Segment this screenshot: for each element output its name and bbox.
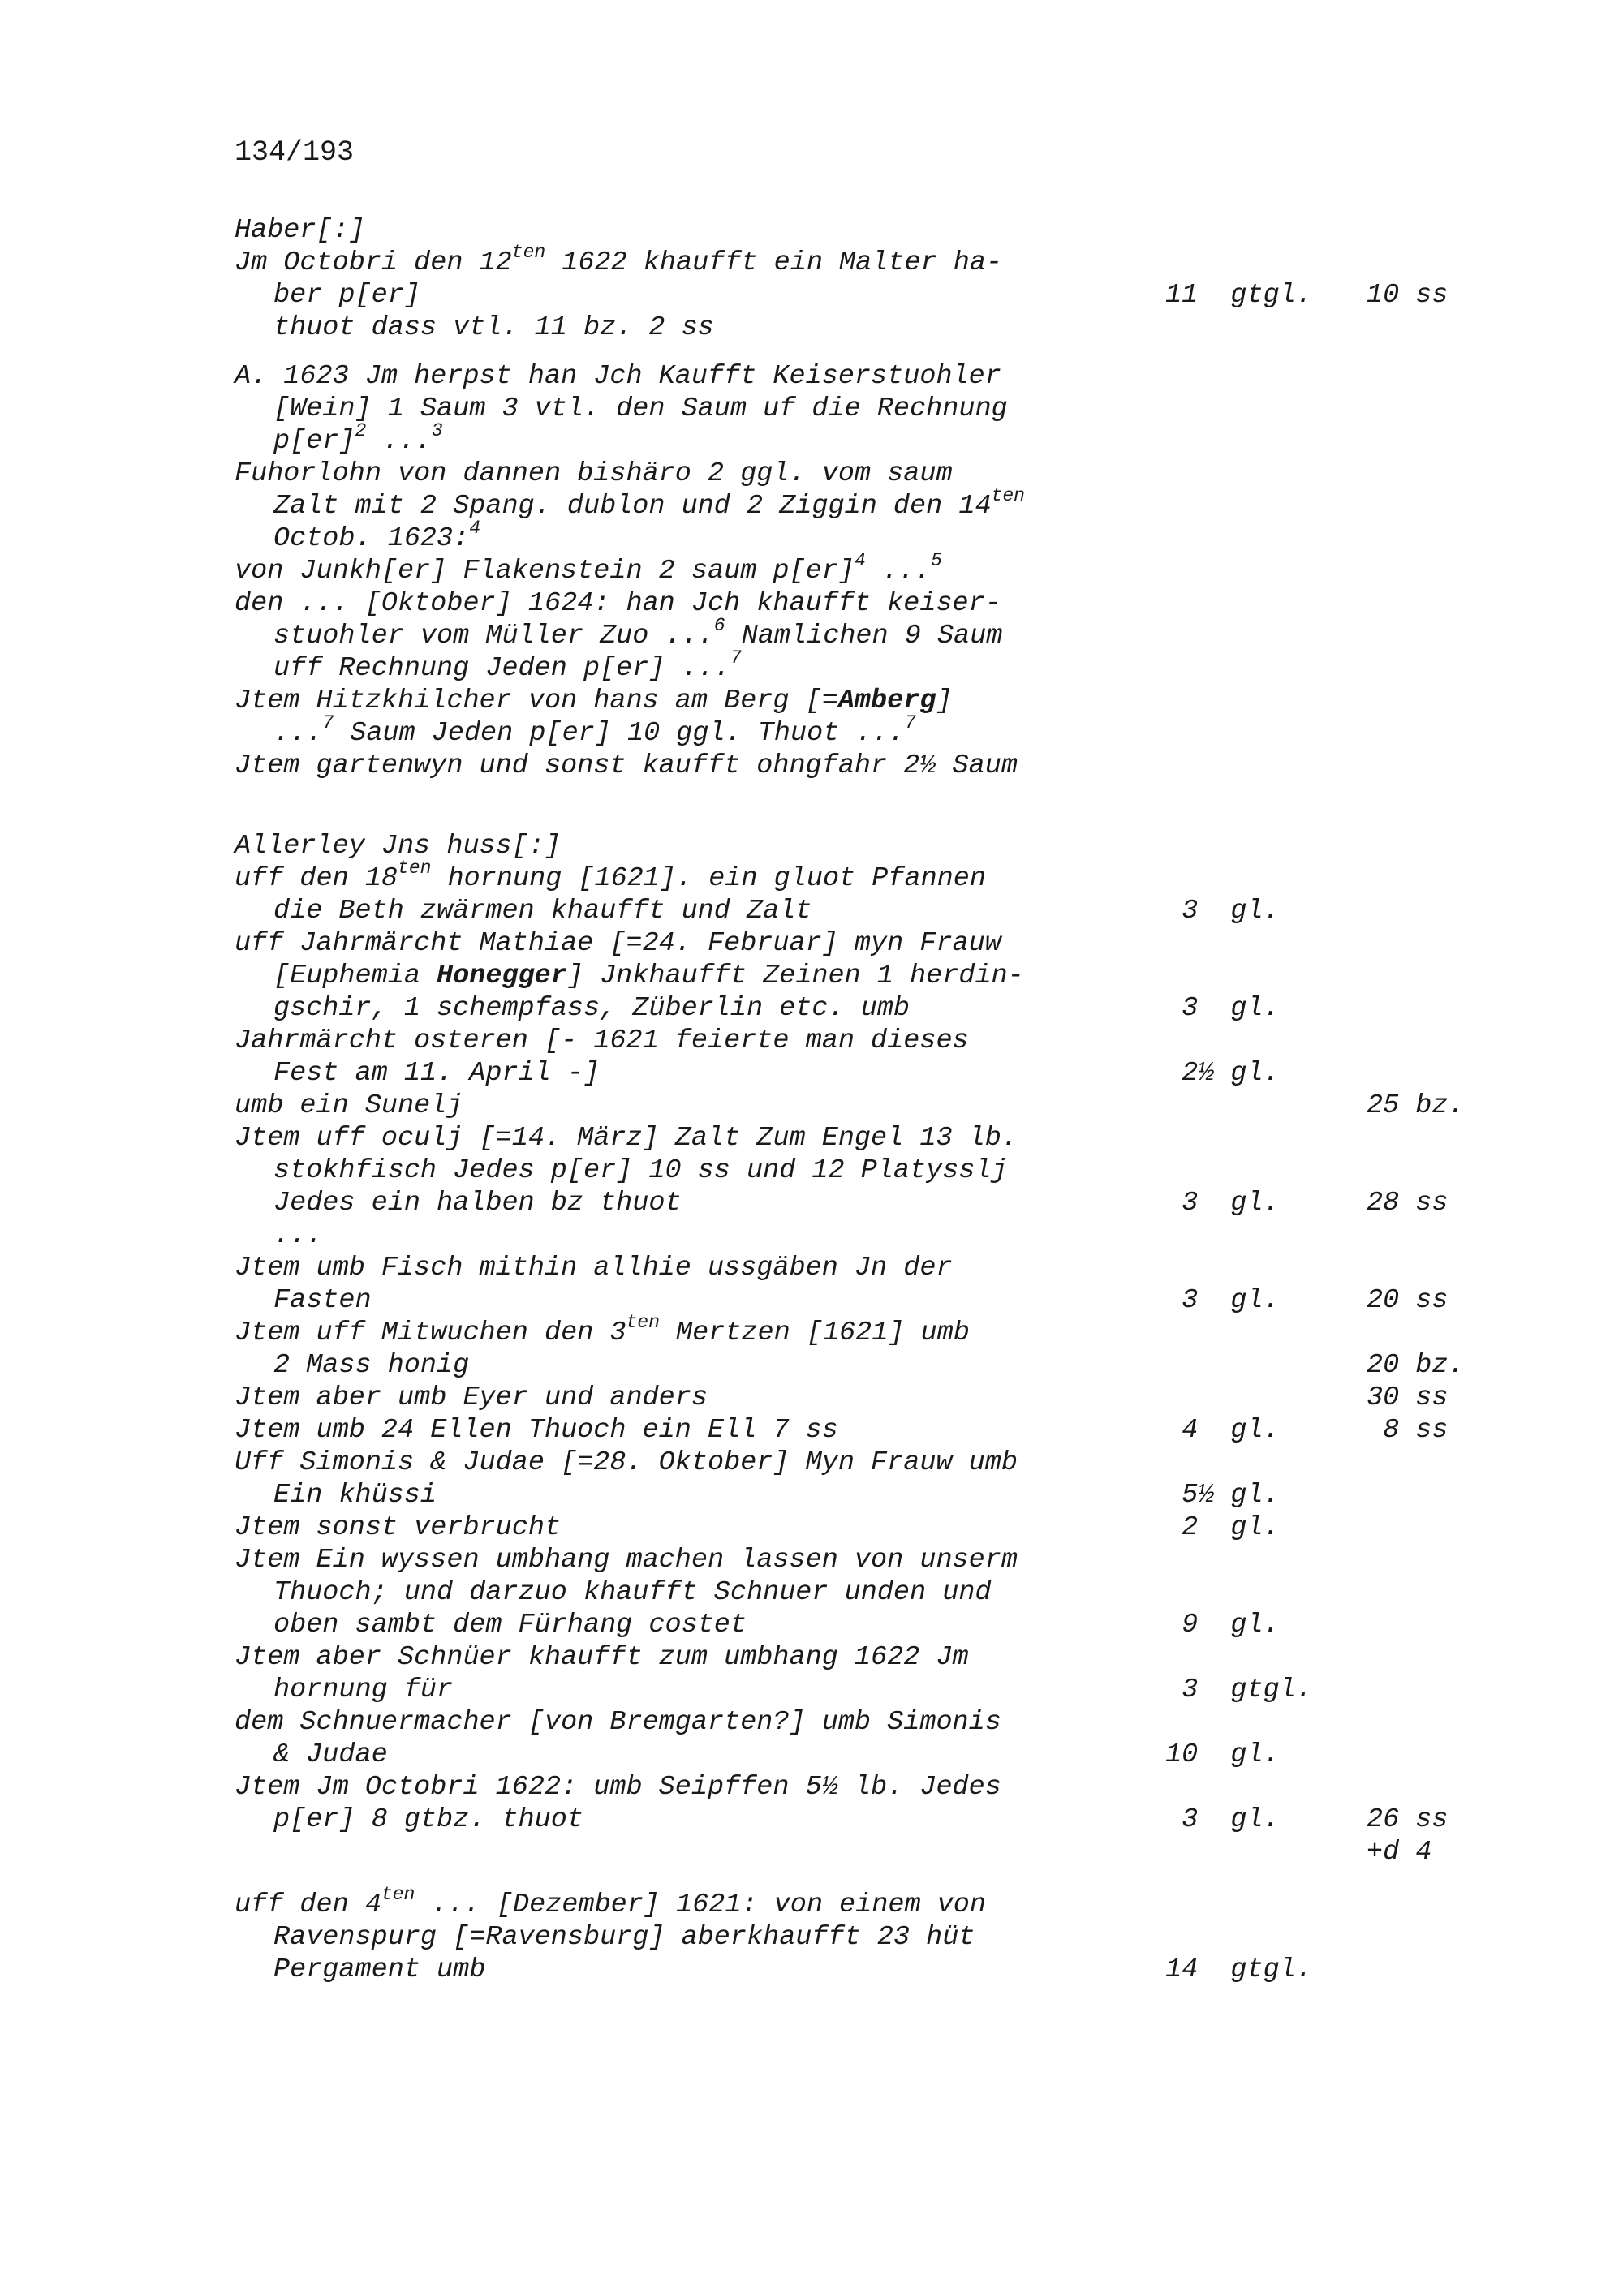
ledger-line xyxy=(235,484,1500,522)
line-text: Octob. 1623:$^4$ xyxy=(273,517,481,554)
ledger-line xyxy=(235,312,1500,344)
line-text: uff den $4^{ten}$ ... [Dezember] 1621: von einem von xyxy=(235,1883,986,1920)
line-text: Jtem umb 24 Ellen Thuoch ein Ell 7 ss xyxy=(235,1415,838,1446)
line-text: Haber[:] xyxy=(235,215,365,246)
ledger-line xyxy=(235,1954,1500,1986)
ledger-line xyxy=(235,1771,1500,1804)
ledger-line xyxy=(235,1057,1500,1090)
ledger-line xyxy=(235,1511,1500,1544)
ledger-line xyxy=(235,1641,1500,1674)
line-text: Allerley Jns huss[:] xyxy=(235,831,562,862)
ledger-line xyxy=(235,458,1500,490)
amount-column-1: 5½ gl. xyxy=(1165,1480,1280,1511)
amount-column-1: 9 gl. xyxy=(1165,1610,1280,1640)
line-text: oben sambt dem Fürhang costet xyxy=(273,1610,747,1640)
ledger-line xyxy=(235,1382,1500,1414)
amount-column-2: 10 ss xyxy=(1367,280,1449,311)
line-text: Jtem uff Mitwuchen den $3^{ten}$ Mertzen [1621] umb xyxy=(235,1311,970,1348)
amount-column-2: 25 bz. xyxy=(1367,1090,1465,1121)
line-text: & Judae xyxy=(273,1739,388,1770)
ledger-line xyxy=(235,1414,1500,1447)
line-text: A. 1623 Jm herpst han Jch Kaufft Keiserstuohler xyxy=(235,361,1001,392)
line-text: ...$^7$ Saum Jeden p[er] 10 ggl. Thuot ...$^7$ xyxy=(273,712,916,749)
ledger-line xyxy=(235,1219,1500,1252)
line-text: Jtem Ein wyssen umbhang machen lassen von unserm xyxy=(235,1545,1018,1576)
amount-column-1: 3 gl. xyxy=(1165,896,1280,927)
ledger-entry xyxy=(235,1883,1500,1986)
line-text: Jtem sonst verbrucht xyxy=(235,1512,562,1543)
ledger-line xyxy=(235,1706,1500,1739)
line-text: Jtem gartenwyn und sonst kaufft ohngfahr 2½ Saum xyxy=(235,750,1018,781)
ledger-line xyxy=(235,1479,1500,1511)
ledger-line xyxy=(235,1284,1500,1317)
line-text: [Wein] 1 Saum 3 vtl. den Saum uf die Rechnung xyxy=(273,393,1008,424)
amount-column-1: 11 gtgl. xyxy=(1165,280,1312,311)
line-text: stokhfisch Jedes p[er] 10 ss und 12 Platysslj xyxy=(273,1155,1008,1186)
line-text: Jtem Jm Octobri 1622: umb Seipffen 5½ lb. Jedes xyxy=(235,1772,1001,1803)
ledger-line xyxy=(235,517,1500,555)
ledger-line xyxy=(235,614,1500,652)
ledger-line xyxy=(235,1311,1500,1349)
amount-column-1: 3 gl. xyxy=(1165,1285,1280,1316)
ledger-entry xyxy=(235,360,1500,782)
ledger-line xyxy=(235,1674,1500,1706)
ledger-line xyxy=(235,1122,1500,1154)
line-text: 2 Mass honig xyxy=(273,1350,470,1381)
line-text: dem Schnuermacher [von Bremgarten?] umb Simonis xyxy=(235,1707,1001,1738)
ledger-line xyxy=(235,895,1500,927)
line-text: uff Jahrmärcht Mathiae [=24. Februar] myn Frauw xyxy=(235,928,1001,959)
line-text: Jtem uff oculj [=14. März] Zalt Zum Engel 13 lb. xyxy=(235,1123,1018,1154)
ledger-line xyxy=(235,241,1500,279)
ledger-line xyxy=(235,1349,1500,1382)
ledger-line xyxy=(235,1921,1500,1954)
ledger-line xyxy=(235,1576,1500,1609)
line-text: p[er]$^2$ ...$^3$ xyxy=(273,419,443,457)
ledger-line xyxy=(235,1609,1500,1641)
ledger-line xyxy=(235,960,1500,992)
ledger-line xyxy=(235,1883,1500,1921)
line-text: Jtem umb Fisch mithin allhie ussgäben Jn der xyxy=(235,1253,953,1283)
ledger-line xyxy=(235,587,1500,620)
ledger-line xyxy=(235,685,1500,717)
line-text: Ein khüssi xyxy=(273,1480,437,1511)
amount-column-2: 8 ss xyxy=(1367,1415,1449,1446)
line-text: den ... [Oktober] 1624: han Jch khaufft keiser- xyxy=(235,588,1001,619)
line-text: gschir, 1 schempfass, Züberlin etc. umb xyxy=(273,993,911,1024)
ledger-line xyxy=(235,419,1500,458)
line-text: Jtem Hitzkhilcher von hans am Berg [=Amberg] xyxy=(235,686,953,716)
ledger-line xyxy=(235,1544,1500,1576)
page-number: 134/193 xyxy=(235,136,355,169)
line-text: Jahrmärcht osteren [- 1621 feierte man dieses xyxy=(235,1025,969,1056)
ledger-entry xyxy=(235,830,1500,1868)
amount-column-2: 30 ss xyxy=(1367,1382,1449,1413)
line-text: Uff Simonis & Judae [=28. Oktober] Myn Frauw umb xyxy=(235,1447,1018,1478)
line-text: Jedes ein halben bz thuot xyxy=(273,1188,682,1219)
line-text: hornung für xyxy=(273,1675,454,1705)
ledger-line xyxy=(235,1252,1500,1284)
line-text: p[er] 8 gtbz. thuot xyxy=(273,1804,583,1835)
ledger-line xyxy=(235,549,1500,587)
line-text: Fuhorlohn von dannen bishäro 2 ggl. vom saum xyxy=(235,458,953,489)
ledger-line xyxy=(235,1447,1500,1479)
line-text: thuot dass vtl. 11 bz. 2 ss xyxy=(273,312,714,343)
ledger-line xyxy=(235,1804,1500,1836)
ledger-line xyxy=(235,857,1500,895)
line-text: Ravenspurg [=Ravensburg] aberkhaufft 23 hüt xyxy=(273,1922,975,1953)
line-text: uff Rechnung Jeden p[er] ...$^7$ xyxy=(273,647,742,684)
amount-column-1: 14 gtgl. xyxy=(1165,1954,1312,1985)
amount-column-2: +d 4 xyxy=(1367,1837,1432,1868)
line-text: uff den $18^{ten}$ hornung [1621]. ein gluot Pfannen xyxy=(235,857,986,894)
line-text: Jtem aber umb Eyer und anders xyxy=(235,1382,708,1413)
ledger-line xyxy=(235,927,1500,960)
ledger-line xyxy=(235,750,1500,782)
line-text: die Beth zwärmen khaufft und Zalt xyxy=(273,896,812,927)
ledger-line xyxy=(235,1025,1500,1057)
ledger-line xyxy=(235,647,1500,685)
amount-column-2: 28 ss xyxy=(1367,1188,1449,1219)
amount-column-2: 26 ss xyxy=(1367,1804,1449,1835)
amount-column-1: 3 gtgl. xyxy=(1165,1675,1312,1705)
line-text: Fest am 11. April -] xyxy=(273,1058,601,1089)
ledger-line xyxy=(235,1090,1500,1122)
amount-column-1: 10 gl. xyxy=(1165,1739,1280,1770)
ledger-entry xyxy=(235,241,1500,344)
line-text: ... xyxy=(273,1220,323,1251)
amount-column-2: 20 ss xyxy=(1367,1285,1449,1316)
amount-column-1: 3 gl. xyxy=(1165,993,1280,1024)
line-text: umb ein Sunelj xyxy=(235,1090,463,1121)
amount-column-1: 3 gl. xyxy=(1165,1804,1280,1835)
ledger-line xyxy=(235,1836,1500,1868)
line-text: Thuoch; und darzuo khaufft Schnuer unden und xyxy=(273,1577,992,1608)
amount-column-1: 2 gl. xyxy=(1165,1512,1280,1543)
ledger-line xyxy=(235,214,1500,247)
ledger-line xyxy=(235,712,1500,750)
ledger-line xyxy=(235,992,1500,1025)
line-text: ber p[er] xyxy=(273,280,420,311)
line-text: Zalt mit 2 Spang. dublon und 2 Ziggin den $14^{ten}$ xyxy=(273,484,1025,522)
ledger-line xyxy=(235,393,1500,425)
ledger-line xyxy=(235,1154,1500,1187)
line-text: stuohler vom Müller Zuo ...$^6$ Namlichen 9 Saum xyxy=(273,614,1003,651)
line-text: Pergament umb xyxy=(273,1954,486,1985)
ledger-line xyxy=(235,1187,1500,1219)
line-text: Jm Octobri den $12^{ten}$ 1622 khaufft ein Malter ha- xyxy=(235,241,1003,278)
amount-column-1: 3 gl. xyxy=(1165,1188,1280,1219)
amount-column-1: 2½ gl. xyxy=(1165,1058,1280,1089)
ledger-entry xyxy=(235,214,1500,247)
ledger-line xyxy=(235,360,1500,393)
amount-column-2: 20 bz. xyxy=(1367,1350,1465,1381)
line-text: Jtem aber Schnüer khaufft zum umbhang 1622 Jm xyxy=(235,1642,969,1673)
line-text: [Euphemia Honegger] Jnkhaufft Zeinen 1 herdin- xyxy=(273,961,1024,991)
ledger-line xyxy=(235,1739,1500,1771)
ledger-line xyxy=(235,279,1500,312)
amount-column-1: 4 gl. xyxy=(1165,1415,1280,1446)
line-text: Fasten xyxy=(273,1285,372,1316)
line-text: von Junkh[er] Flakenstein 2 saum p[er]$^4$ ...$^5$ xyxy=(235,549,942,587)
